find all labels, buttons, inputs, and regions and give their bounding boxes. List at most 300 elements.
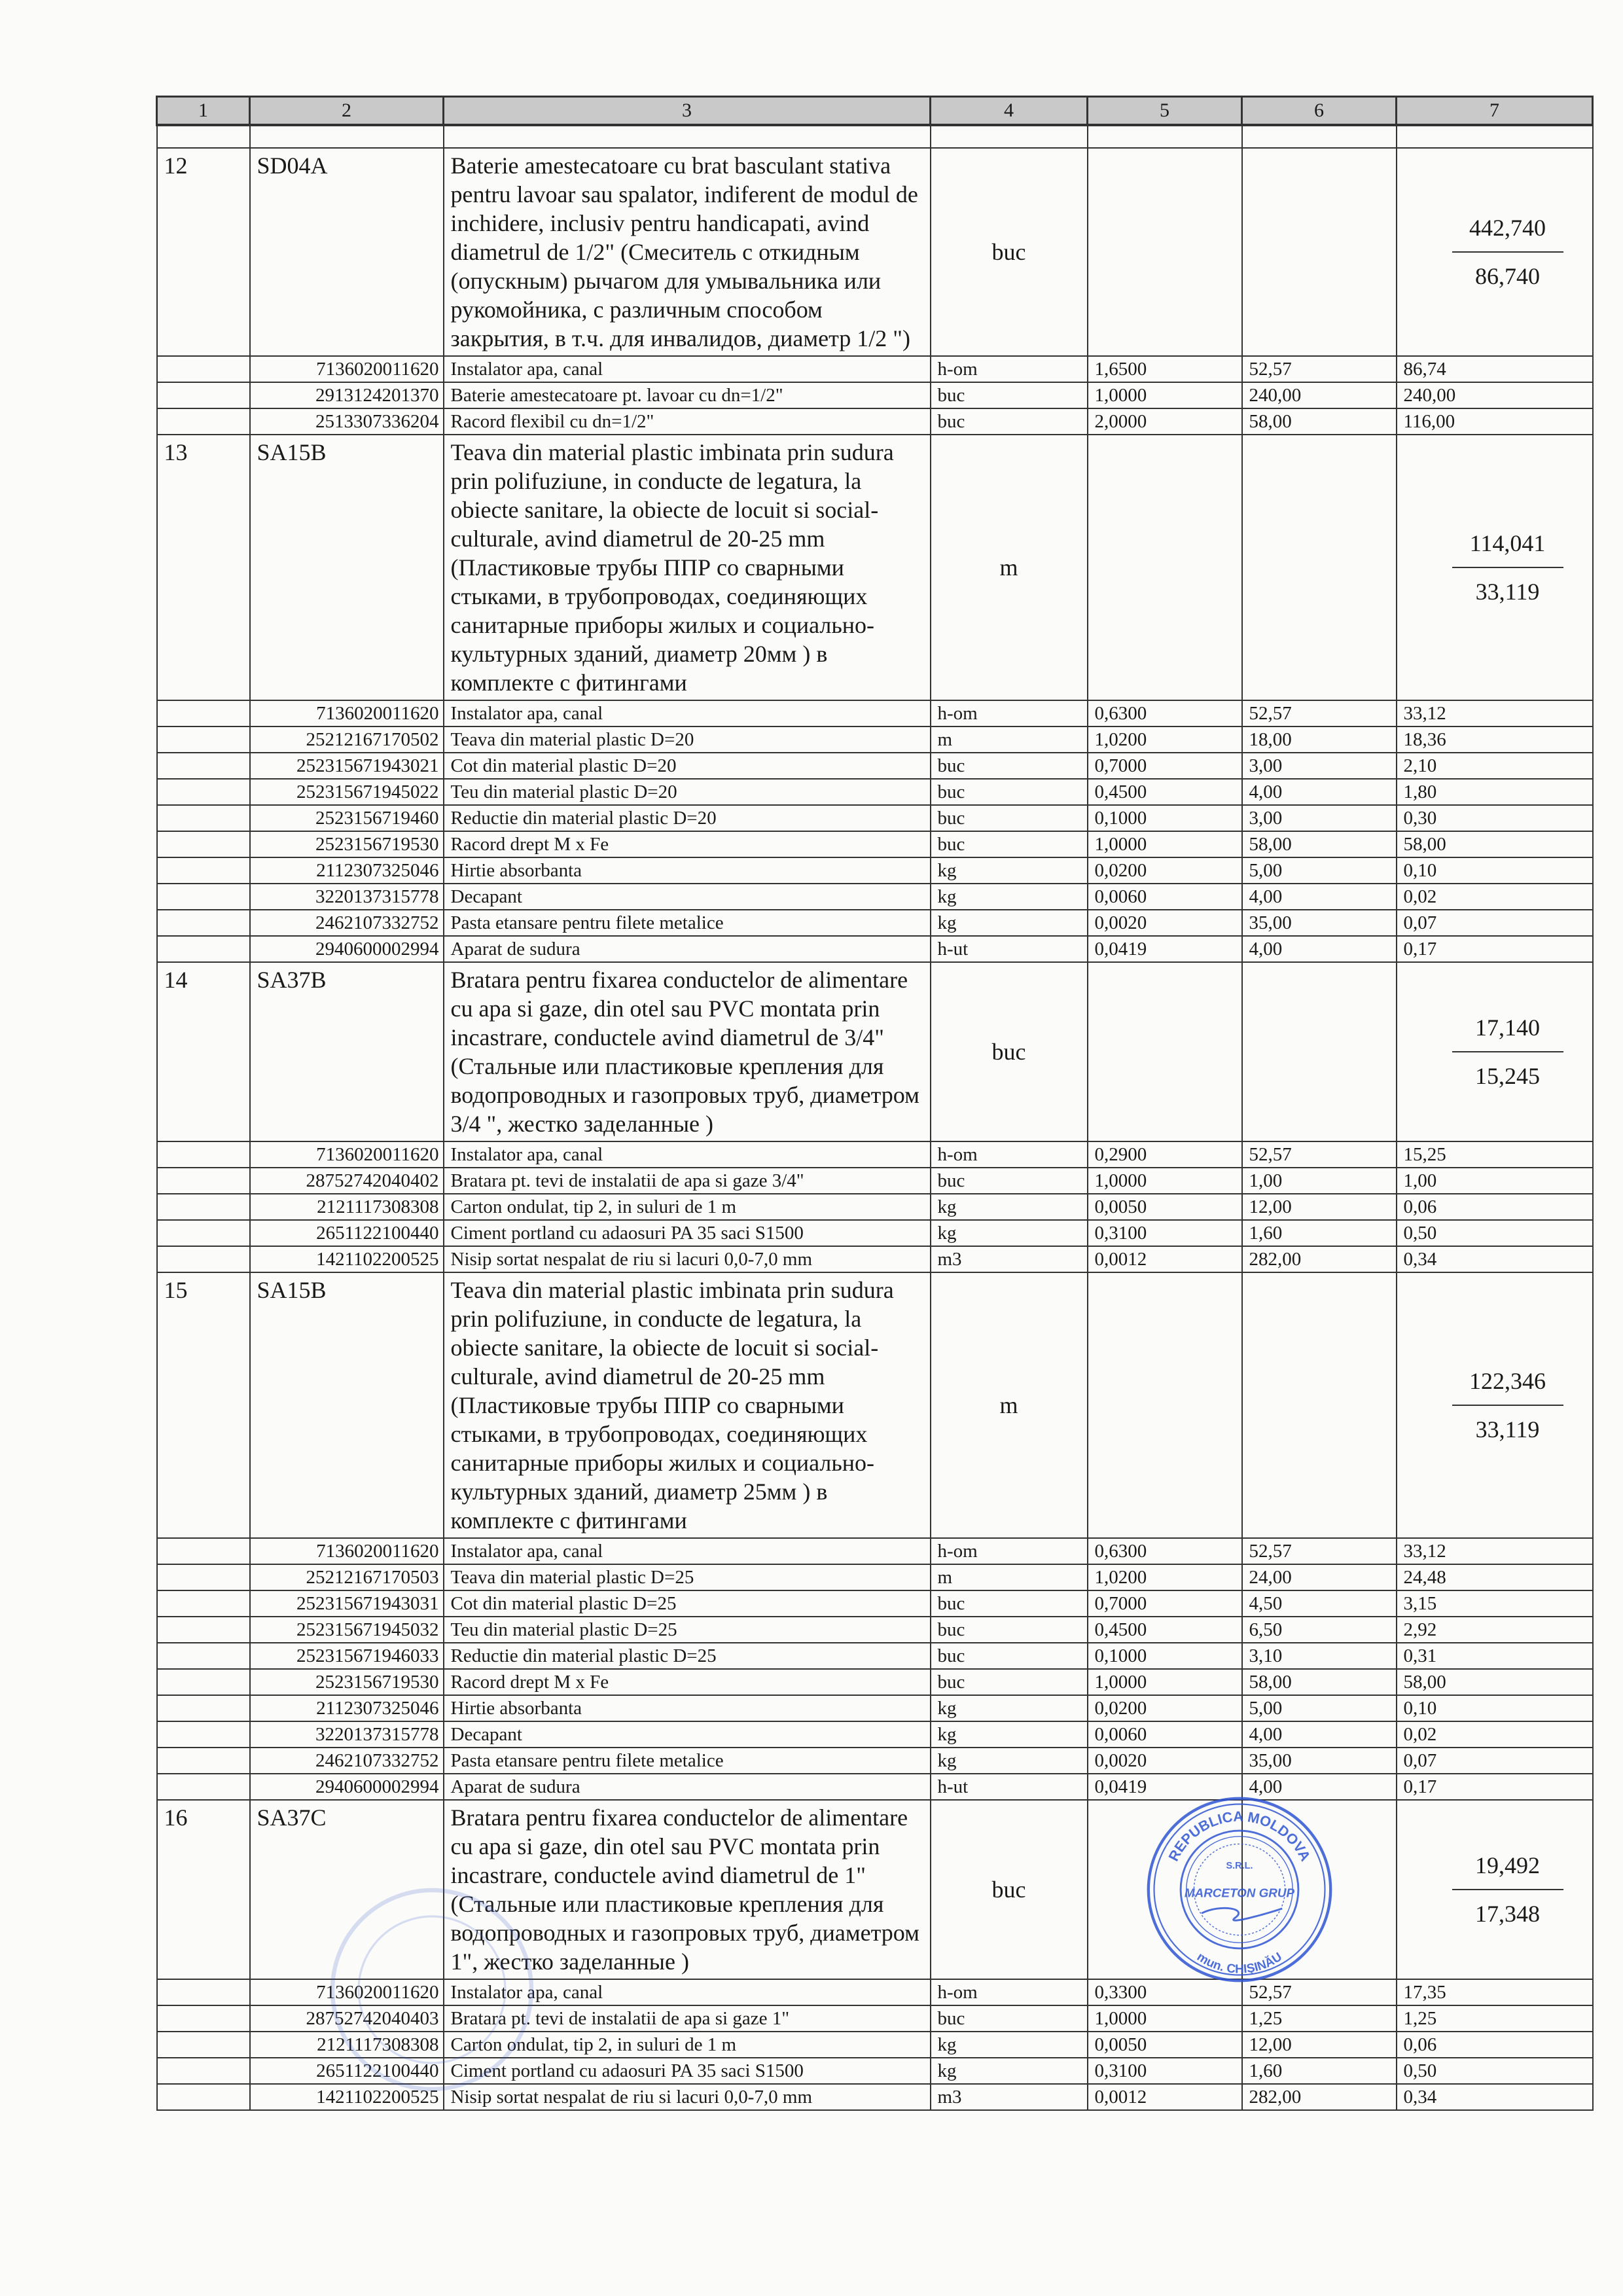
resource-quantity: 0,7000 [1088,753,1242,779]
resource-name: Racord flexibil cu dn=1/2" [444,408,931,435]
resource-unit: buc [931,1617,1088,1643]
item-labor-cost: 17,348 [1475,1901,1540,1927]
resource-price: 1,00 [1242,1168,1397,1194]
resource-unit: buc [931,408,1088,435]
resource-price: 240,00 [1242,382,1397,408]
resource-unit: kg [931,1695,1088,1721]
resource-unit: kg [931,2058,1088,2084]
resource-row [157,1220,1593,1246]
empty-cell [444,125,931,148]
resource-code: 2462107332752 [250,910,444,936]
resource-unit: kg [931,910,1088,936]
col-header: 6 [1242,97,1397,126]
resource-row [157,1721,1593,1748]
item-unit: m [931,435,1088,700]
resource-price: 52,57 [1242,1979,1397,2005]
resource-price: 1,60 [1242,2058,1397,2084]
resource-quantity: 0,6300 [1088,700,1242,726]
resource-quantity: 0,0012 [1088,1246,1242,1272]
resource-name: Racord drept M x Fe [444,1669,931,1695]
resource-quantity: 0,0020 [1088,910,1242,936]
item-description: Teava din material plastic imbinata prin sudura prin polifuziune, in conducte de legatura, la obiecte sanitare, la obiecte de locuit si social-culturale, avind diametrul de 20-25 mm (Пластиковые трубы ППР со сварными стыками, в трубопроводах, соединяющих санитарные приборы жилых и социально-культурных зданий, диаметр 25мм ) в комплекте с фитингами [444,1272,931,1538]
resource-unit: buc [931,779,1088,805]
item-code: SA37B [250,962,444,1141]
resource-code: 2121117308308 [250,1194,444,1220]
resource-sum: 0,34 [1397,1246,1593,1272]
resource-row [157,779,1593,805]
resource-code: 7136020011620 [250,356,444,382]
resource-sum: 86,74 [1397,356,1593,382]
item-unit: buc [931,962,1088,1141]
item-totals [1397,435,1593,700]
estimate-item-row [157,1272,1593,1538]
item-total-cost: 17,140 [1475,1014,1540,1041]
resource-price: 58,00 [1242,408,1397,435]
empty-cell [1088,1272,1242,1538]
item-totals [1397,148,1593,356]
item-unit: buc [931,148,1088,356]
resource-code: 2513307336204 [250,408,444,435]
resource-sum: 1,00 [1397,1168,1593,1194]
empty-cell [157,726,250,753]
empty-cell [157,779,250,805]
col-header: 1 [157,97,250,126]
empty-cell [157,1246,250,1272]
resource-sum: 0,50 [1397,2058,1593,2084]
resource-name: Hirtie absorbanta [444,857,931,884]
resource-quantity: 0,0200 [1088,857,1242,884]
item-code: SD04A [250,148,444,356]
resource-quantity: 0,1000 [1088,1643,1242,1669]
estimate-table [156,96,1594,2111]
resource-name: Instalator apa, canal [444,700,931,726]
empty-cell [157,125,250,148]
seal-text-top: REPUBLICA MOLDOVA [1164,1808,1314,1864]
resource-code: 25212167170502 [250,726,444,753]
item-total-cost: 19,492 [1475,1852,1540,1878]
empty-cell [1088,148,1242,356]
resource-quantity: 0,0060 [1088,884,1242,910]
empty-cell [157,1695,250,1721]
seal-name: MARCETON GRUP [1184,1886,1294,1900]
empty-cell [1242,1272,1397,1538]
resource-name: Cot din material plastic D=25 [444,1590,931,1617]
resource-name: Reductie din material plastic D=20 [444,805,931,831]
resource-unit: h-om [931,1141,1088,1168]
resource-price: 282,00 [1242,2084,1397,2110]
resource-quantity: 1,0000 [1088,2005,1242,2032]
resource-quantity: 1,0000 [1088,1669,1242,1695]
item-totals [1397,1272,1593,1538]
resource-quantity: 0,3100 [1088,1220,1242,1246]
resource-name: Nisip sortat nespalat de riu si lacuri 0,0-7,0 mm [444,1246,931,1272]
resource-row [157,1194,1593,1220]
resource-unit: h-om [931,1979,1088,2005]
resource-price: 58,00 [1242,831,1397,857]
item-total-cost: 122,346 [1469,1368,1546,1394]
resource-code: 25212167170503 [250,1564,444,1590]
empty-cell [157,1748,250,1774]
resource-row [157,1774,1593,1800]
resource-code: 2112307325046 [250,1695,444,1721]
resource-quantity: 0,0060 [1088,1721,1242,1748]
empty-cell [157,2005,250,2032]
resource-price: 4,00 [1242,779,1397,805]
resource-quantity: 0,6300 [1088,1538,1242,1564]
resource-quantity: 0,4500 [1088,1617,1242,1643]
resource-price: 1,60 [1242,1220,1397,1246]
resource-row [157,910,1593,936]
resource-row [157,726,1593,753]
resource-sum: 0,06 [1397,1194,1593,1220]
total-fraction [1452,1367,1563,1444]
column-number-header [157,97,1593,126]
empty-cell [157,1617,250,1643]
empty-cell [157,1168,250,1194]
resource-name: Teava din material plastic D=25 [444,1564,931,1590]
resource-code: 7136020011620 [250,1538,444,1564]
resource-sum: 0,02 [1397,884,1593,910]
resource-price: 4,50 [1242,1590,1397,1617]
resource-unit: h-ut [931,936,1088,962]
empty-cell [157,700,250,726]
resource-unit: buc [931,805,1088,831]
resource-name: Pasta etansare pentru filete metalice [444,910,931,936]
resource-code: 7136020011620 [250,1979,444,2005]
empty-cell [157,753,250,779]
empty-cell [157,1564,250,1590]
resource-unit: buc [931,1669,1088,1695]
resource-code: 2940600002994 [250,936,444,962]
item-unit: m [931,1272,1088,1538]
resource-name: Decapant [444,884,931,910]
estimate-item-row [157,435,1593,700]
resource-quantity: 1,0200 [1088,726,1242,753]
resource-price: 5,00 [1242,1695,1397,1721]
resource-quantity: 1,6500 [1088,356,1242,382]
empty-cell [157,805,250,831]
item-labor-cost: 86,740 [1475,263,1540,289]
empty-cell [157,1538,250,1564]
empty-cell [157,1141,250,1168]
resource-name: Hirtie absorbanta [444,1695,931,1721]
resource-code: 7136020011620 [250,700,444,726]
resource-name: Instalator apa, canal [444,1979,931,2005]
company-seal-icon [1145,1795,1334,1984]
resource-sum: 15,25 [1397,1141,1593,1168]
resource-sum: 1,80 [1397,779,1593,805]
empty-cell [157,1643,250,1669]
resource-sum: 0,07 [1397,910,1593,936]
resource-sum: 0,02 [1397,1721,1593,1748]
empty-cell [157,1979,250,2005]
resource-price: 24,00 [1242,1564,1397,1590]
resource-quantity: 0,7000 [1088,1590,1242,1617]
resource-quantity: 1,0000 [1088,1168,1242,1194]
resource-code: 2121117308308 [250,2032,444,2058]
empty-cell [1242,125,1397,148]
resource-sum: 0,50 [1397,1220,1593,1246]
resource-name: Decapant [444,1721,931,1748]
resource-price: 52,57 [1242,1538,1397,1564]
resource-code: 1421102200525 [250,1246,444,1272]
resource-sum: 240,00 [1397,382,1593,408]
resource-name: Teava din material plastic D=20 [444,726,931,753]
resource-code: 2651122100440 [250,2058,444,2084]
resource-code: 2523156719460 [250,805,444,831]
empty-cell [250,125,444,148]
resource-sum: 3,15 [1397,1590,1593,1617]
resource-price: 3,10 [1242,1643,1397,1669]
empty-cell [157,831,250,857]
resource-quantity: 1,0200 [1088,1564,1242,1590]
resource-row [157,805,1593,831]
resource-code: 7136020011620 [250,1141,444,1168]
resource-code: 2523156719530 [250,831,444,857]
resource-quantity: 1,0000 [1088,382,1242,408]
total-fraction [1452,529,1563,606]
resource-name: Carton ondulat, tip 2, in suluri de 1 m [444,2032,931,2058]
resource-row [157,1617,1593,1643]
resource-name: Instalator apa, canal [444,1141,931,1168]
resource-unit: kg [931,1748,1088,1774]
empty-cell [157,1220,250,1246]
resource-unit: kg [931,884,1088,910]
item-number: 14 [157,962,250,1141]
resource-row [157,1748,1593,1774]
resource-row [157,857,1593,884]
resource-price: 4,00 [1242,936,1397,962]
resource-price: 35,00 [1242,1748,1397,1774]
resource-sum: 116,00 [1397,408,1593,435]
empty-cell [1088,962,1242,1141]
resource-price: 12,00 [1242,2032,1397,2058]
empty-cell [1088,1800,1314,1979]
svg-text:mun. CHIŞINĂU [1194,1950,1284,1976]
resource-price: 5,00 [1242,857,1397,884]
empty-cell [157,1721,250,1748]
empty-cell [157,884,250,910]
resource-sum: 2,92 [1397,1617,1593,1643]
resource-sum: 0,30 [1397,805,1593,831]
resource-row [157,1643,1593,1669]
resource-sum: 0,10 [1397,1695,1593,1721]
empty-cell [157,2058,250,2084]
resource-sum: 1,25 [1397,2005,1593,2032]
empty-cell [1088,125,1242,148]
resource-unit: kg [931,1194,1088,1220]
resource-code: 252315671945032 [250,1617,444,1643]
item-labor-cost: 15,245 [1475,1063,1540,1089]
resource-unit: buc [931,1168,1088,1194]
resource-name: Baterie amestecatoare pt. lavoar cu dn=1/2" [444,382,931,408]
resource-unit: m3 [931,2084,1088,2110]
empty-cell [157,408,250,435]
resource-quantity: 0,0200 [1088,1695,1242,1721]
resource-name: Nisip sortat nespalat de riu si lacuri 0,0-7,0 mm [444,2084,931,2110]
resource-name: Reductie din material plastic D=25 [444,1643,931,1669]
resource-quantity: 0,2900 [1088,1141,1242,1168]
resource-price: 4,00 [1242,1774,1397,1800]
item-total-cost: 114,041 [1469,530,1546,556]
resource-price: 4,00 [1242,1721,1397,1748]
resource-price: 282,00 [1242,1246,1397,1272]
resource-quantity: 1,0000 [1088,831,1242,857]
col-header: 5 [1088,97,1242,126]
empty-cell [1242,435,1397,700]
resource-unit: m3 [931,1246,1088,1272]
resource-sum: 18,36 [1397,726,1593,753]
resource-code: 252315671943021 [250,753,444,779]
resource-row [157,356,1593,382]
resource-unit: buc [931,2005,1088,2032]
resource-quantity: 0,0050 [1088,2032,1242,2058]
resource-unit: kg [931,1721,1088,1748]
resource-price: 52,57 [1242,356,1397,382]
resource-name: Teu din material plastic D=20 [444,779,931,805]
resource-code: 2112307325046 [250,857,444,884]
resource-quantity: 0,0419 [1088,1774,1242,1800]
item-number: 13 [157,435,250,700]
total-fraction [1452,213,1563,291]
resource-row [157,700,1593,726]
item-number: 15 [157,1272,250,1538]
empty-cell [1088,435,1242,700]
resource-name: Racord drept M x Fe [444,831,931,857]
spacer-row [157,125,1593,148]
resource-row [157,1168,1593,1194]
resource-row [157,831,1593,857]
resource-name: Teu din material plastic D=25 [444,1617,931,1643]
resource-price: 58,00 [1242,1669,1397,1695]
resource-name: Aparat de sudura [444,1774,931,1800]
resource-name: Carton ondulat, tip 2, in suluri de 1 m [444,1194,931,1220]
item-number: 16 [157,1800,250,1979]
resource-sum: 0,34 [1397,2084,1593,2110]
resource-price: 18,00 [1242,726,1397,753]
resource-sum: 33,12 [1397,1538,1593,1564]
resource-name: Ciment portland cu adaosuri PA 35 saci S1500 [444,1220,931,1246]
col-header: 2 [250,97,444,126]
empty-cell [157,356,250,382]
resource-unit: buc [931,831,1088,857]
resource-price: 52,57 [1242,1141,1397,1168]
item-labor-cost: 33,119 [1475,579,1540,605]
resource-unit: buc [931,753,1088,779]
item-labor-cost: 33,119 [1475,1416,1540,1443]
resource-name: Aparat de sudura [444,936,931,962]
resource-sum: 58,00 [1397,1669,1593,1695]
resource-price: 35,00 [1242,910,1397,936]
empty-cell [157,382,250,408]
resource-unit: buc [931,1590,1088,1617]
resource-price: 4,00 [1242,884,1397,910]
resource-quantity: 0,4500 [1088,779,1242,805]
resource-code: 252315671946033 [250,1643,444,1669]
resource-sum: 0,07 [1397,1748,1593,1774]
estimate-item-row [157,148,1593,356]
resource-sum: 0,31 [1397,1643,1593,1669]
empty-cell [157,936,250,962]
resource-code: 252315671943031 [250,1590,444,1617]
item-code: SA15B [250,1272,444,1538]
resource-code: 2940600002994 [250,1774,444,1800]
resource-unit: kg [931,2032,1088,2058]
resource-code: 2913124201370 [250,382,444,408]
resource-sum: 0,17 [1397,936,1593,962]
resource-sum: 17,35 [1397,1979,1593,2005]
resource-unit: h-om [931,1538,1088,1564]
resource-unit: buc [931,382,1088,408]
empty-cell [157,1194,250,1220]
resource-code: 3220137315778 [250,884,444,910]
total-fraction [1452,1013,1563,1090]
resource-sum: 2,10 [1397,753,1593,779]
resource-price: 12,00 [1242,1194,1397,1220]
resource-sum: 0,06 [1397,2032,1593,2058]
empty-cell [157,910,250,936]
item-total-cost: 442,740 [1469,215,1546,241]
resource-row [157,936,1593,962]
resource-row [157,1695,1593,1721]
resource-row [157,1564,1593,1590]
resource-price: 1,25 [1242,2005,1397,2032]
resource-unit: h-om [931,700,1088,726]
resource-name: Pasta etansare pentru filete metalice [444,1748,931,1774]
empty-cell [931,125,1088,148]
resource-price: 52,57 [1242,700,1397,726]
empty-cell [157,2084,250,2110]
resource-row [157,1669,1593,1695]
empty-cell [157,2032,250,2058]
empty-cell [157,1590,250,1617]
seal-text-city: mun. CHIŞINĂU [1194,1949,1284,1976]
resource-row [157,1246,1593,1272]
resource-quantity: 0,0020 [1088,1748,1242,1774]
item-code: SA15B [250,435,444,700]
item-totals [1397,1800,1593,1979]
resource-code: 28752742040403 [250,2005,444,2032]
resource-name: Ciment portland cu adaosuri PA 35 saci S1500 [444,2058,931,2084]
resource-code: 2523156719530 [250,1669,444,1695]
resource-row [157,1141,1593,1168]
resource-row [157,753,1593,779]
resource-unit: m [931,726,1088,753]
resource-code: 2651122100440 [250,1220,444,1246]
total-fraction [1452,1851,1563,1928]
resource-unit: kg [931,1220,1088,1246]
item-description: Bratara pentru fixarea conductelor de alimentare cu apa si gaze, din otel sau PVC montata prin incastrare, conductele avind diametrul de 1" (Стальные или пластиковые крепления для водопроводных и газопровых труб, диаметром 1", жестко заделанные ) [444,1800,931,1979]
col-header: 4 [931,97,1088,126]
resource-row [157,408,1593,435]
item-unit: buc [931,1800,1088,1979]
item-number: 12 [157,148,250,356]
resource-price: 6,50 [1242,1617,1397,1643]
resource-sum: 0,17 [1397,1774,1593,1800]
resource-sum: 33,12 [1397,700,1593,726]
resource-sum: 0,10 [1397,857,1593,884]
item-description: Baterie amestecatoare cu brat basculant stativa pentru lavoar sau spalator, indiferent de modul de inchidere, inclusiv pentru handicapati, avind diametrul de 1/2" (Смеситель с откидным (опускным) рычагом для умывальника или рукомойника, с различным способом закрытия, в т.ч. для инвалидов, диаметр 1/2 ") [444,148,931,356]
resource-name: Bratara pt. tevi de instalatii de apa si gaze 1" [444,2005,931,2032]
empty-cell [1242,148,1397,356]
empty-cell [1397,125,1593,148]
resource-quantity: 0,0419 [1088,936,1242,962]
resource-name: Instalator apa, canal [444,1538,931,1564]
resource-quantity: 2,0000 [1088,408,1242,435]
resource-quantity: 0,0012 [1088,2084,1242,2110]
resource-quantity: 0,1000 [1088,805,1242,831]
resource-name: Cot din material plastic D=20 [444,753,931,779]
